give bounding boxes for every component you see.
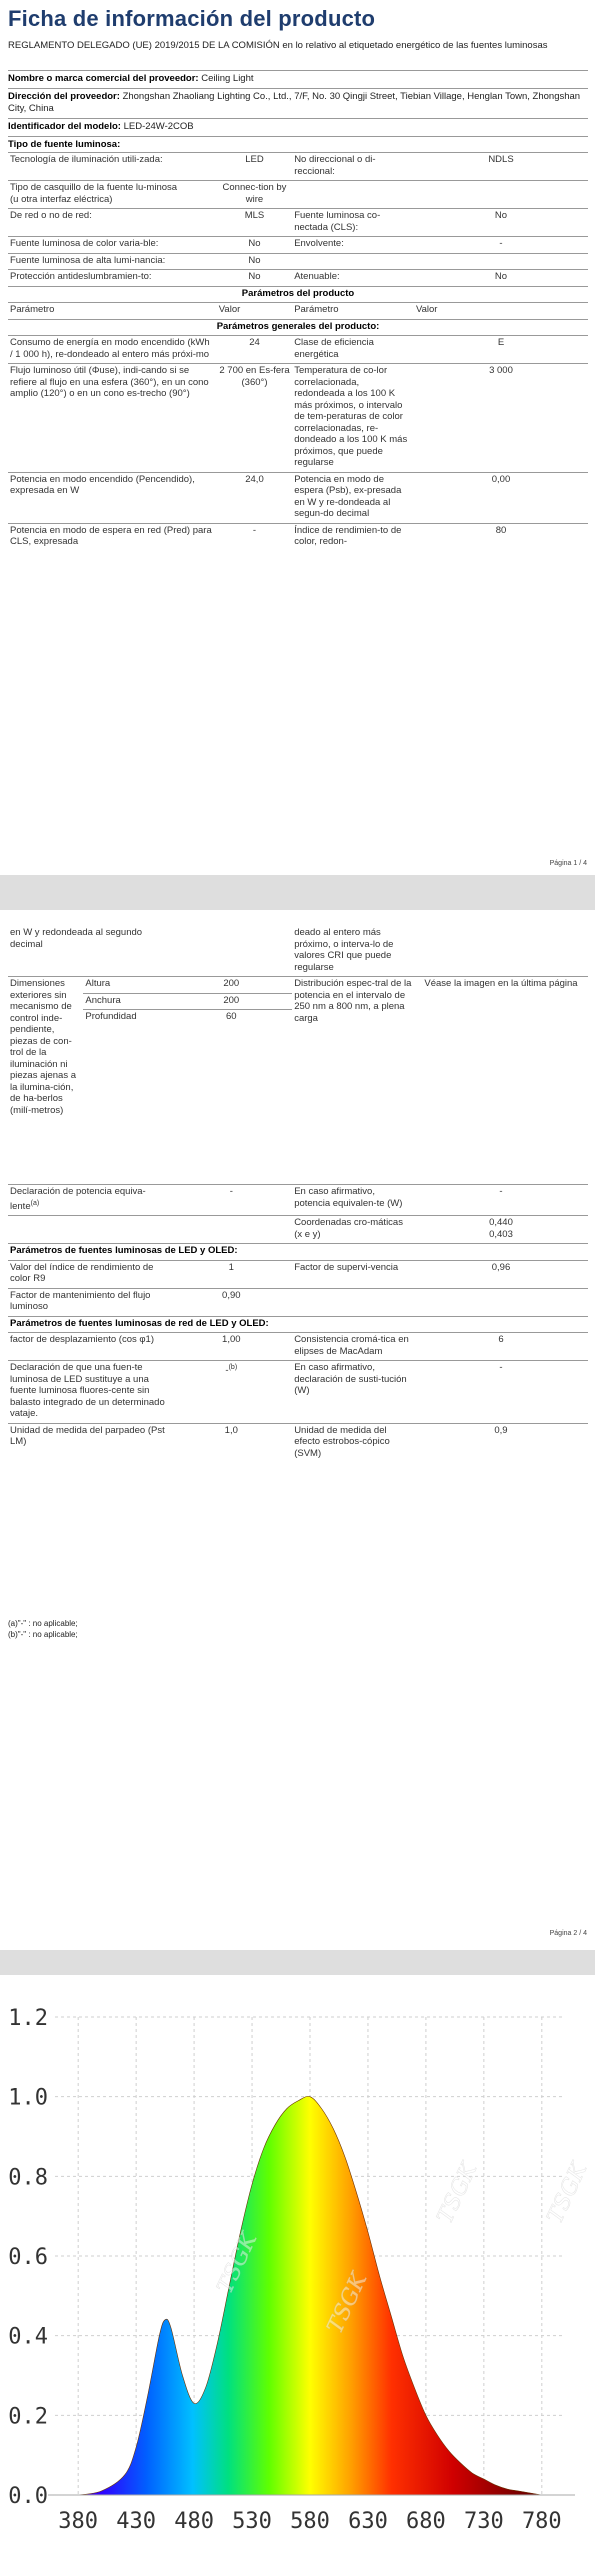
- brand-value: Ceiling Light: [201, 73, 254, 84]
- param-label: deado al entero más próximo, o interva-lo de valores CRI que puede regularse: [294, 927, 394, 973]
- dimension-key: Altura: [83, 977, 170, 994]
- param-value: 0,90: [170, 1288, 292, 1316]
- param-value: No: [414, 209, 588, 237]
- x-tick-label: 580: [290, 2509, 330, 2534]
- param-label: Consumo de energía en modo encendido (kWh / 1 000 h), re-dondeado al entero más próxi-mo: [8, 336, 217, 364]
- table-row: [8, 523, 588, 551]
- param-label: Tipo de casquillo de la fuente lu-minosa (u otra interfaz eléctrica): [8, 181, 217, 209]
- param-value: 1,00: [170, 1333, 292, 1361]
- param-label: [292, 253, 414, 270]
- param-label: Consistencia cromá-tica en elipses de MacAdam: [292, 1333, 414, 1361]
- table-row: [8, 1361, 588, 1424]
- param-label: Atenuable:: [292, 270, 414, 287]
- y-tick-label: 1.2: [8, 2006, 48, 2031]
- param-value: 0,9: [414, 1423, 588, 1462]
- param-label: Factor de supervi-vencia: [292, 1260, 414, 1288]
- param-value: MLS: [217, 209, 292, 237]
- param-value: [414, 181, 588, 209]
- param-label: Potencia en modo de espera (Psb), ex-presada en W y re-dondeada al segun-do decimal: [292, 472, 414, 523]
- param-label: No direccional o di-reccional:: [292, 153, 414, 181]
- model-value: LED-24W-2COB: [123, 121, 194, 132]
- param-value: Véase la imagen en la última página: [414, 977, 588, 1185]
- param-label: Fuente luminosa de color varia-ble:: [8, 237, 217, 254]
- param-label: [292, 1288, 414, 1316]
- param-label: en W y redondeada al segundo decimal: [10, 927, 143, 950]
- section-row: [8, 1316, 588, 1333]
- section-title: Parámetros generales del producto:: [8, 319, 588, 336]
- y-tick-label: 1.0: [8, 2085, 48, 2111]
- table-row: [8, 472, 588, 523]
- table-row: [8, 336, 588, 364]
- column-header: Parámetro: [8, 303, 217, 320]
- address-row: [8, 88, 588, 114]
- dimension-value: 200: [170, 977, 292, 994]
- table-row: [8, 1216, 588, 1244]
- page-number: Página 2 / 4: [549, 1930, 587, 1937]
- spectrum-area: [78, 2096, 542, 2495]
- param-label: Fuente luminosa de alta lumi-nancia:: [8, 253, 217, 270]
- x-tick-label: 480: [174, 2509, 214, 2534]
- param-label: De red o no de red:: [8, 209, 217, 237]
- y-tick-label: 0.2: [8, 2404, 48, 2430]
- type-header: [8, 136, 588, 151]
- param-label: Temperatura de co-lor correlacionada, redondeada a los 100 K más próximos, o intervalo de tem-peraturas de color correlacionadas, re-dondeado a los 100 K más próximos, que puede regularse: [292, 364, 414, 473]
- param-label: [8, 1185, 170, 1216]
- table-row: [8, 181, 588, 209]
- table-row: [8, 1333, 588, 1361]
- param-value: -: [414, 1361, 588, 1424]
- y-axis-ticks: [8, 2006, 48, 2509]
- param-label: En caso afirmativo, potencia equivalen-te (W): [292, 1185, 414, 1216]
- table-row: [8, 1260, 588, 1288]
- param-label: Potencia en modo encendido (Pencendido), expresada en W: [8, 472, 217, 523]
- param-value: No: [217, 253, 292, 270]
- table-row: [8, 977, 588, 994]
- param-value: 24: [217, 336, 292, 364]
- param-label: [292, 181, 414, 209]
- section-title: Parámetros de fuentes luminosas de LED y OLED:: [8, 1244, 588, 1261]
- param-label: Protección antideslumbramien-to:: [8, 270, 217, 287]
- x-axis-ticks: [58, 2509, 561, 2534]
- page-1: [0, 0, 595, 875]
- dimension-key: Anchura: [83, 993, 170, 1010]
- param-value: NDLS: [414, 153, 588, 181]
- table-row: [8, 1423, 588, 1462]
- table-row: [8, 237, 588, 254]
- param-label: Coordenadas cro-máticas (x e y): [292, 1216, 414, 1244]
- dimensions-label: Dimensiones exteriores sin mecanismo de control inde-pendiente, piezas de con-trol de la iluminación ni piezas ajenas a la ilumina-ción, de ha-berlos (milí-metros): [8, 977, 83, 1185]
- footnote: (b)"-" : no aplicable;: [8, 1630, 78, 1639]
- table-row: [8, 364, 588, 473]
- table-row: [8, 926, 588, 977]
- column-header: Valor: [217, 303, 292, 320]
- param-value: [170, 1361, 292, 1424]
- param-value-text: -: [225, 1365, 229, 1377]
- x-tick-label: 780: [521, 2509, 562, 2534]
- type-label: Tipo de fuente luminosa:: [8, 139, 121, 150]
- param-value: [170, 1216, 292, 1244]
- param-label: Factor de mantenimiento del flujo luminoso: [8, 1288, 170, 1316]
- table-row: [8, 1185, 588, 1216]
- param-value: 2 700 en Es-fera (360°): [217, 364, 292, 473]
- x-tick-label: 380: [58, 2509, 99, 2534]
- page-number: Página 1 / 4: [549, 860, 587, 867]
- address-label: Dirección del proveedor:: [8, 91, 120, 102]
- regulation-text: REGLAMENTO DELEGADO (UE) 2019/2015 DE LA COMISIÓN en lo relativo al etiquetado energético de las fuentes luminosas: [8, 40, 548, 51]
- column-header: Parámetro: [292, 303, 414, 320]
- table-row: [8, 1288, 588, 1316]
- table-row: [8, 270, 588, 287]
- model-row: [8, 118, 588, 133]
- param-label: Envolvente:: [292, 237, 414, 254]
- product-parameters-table-continued: [8, 926, 588, 1462]
- param-value: E: [414, 336, 588, 364]
- param-label: Fuente luminosa co-nectada (CLS):: [292, 209, 414, 237]
- x-tick-label: 530: [232, 2509, 272, 2534]
- param-value: -: [414, 237, 588, 254]
- address-value: Zhongshan Zhaoliang Lighting Co., Ltd., 7/F, No. 30 Qingji Street, Tiebian Village, Henglan Town, Zhongshan City, China: [8, 91, 581, 114]
- section-row: [8, 1244, 588, 1261]
- brand-label: Nombre o marca comercial del proveedor:: [8, 73, 199, 84]
- param-label: Flujo luminoso útil (Φuse), indi-cando si se refiere al flujo en una esfera (360°), en un cono amplio (120°) o en un cono es-trecho (90°): [8, 364, 217, 473]
- param-value: [414, 926, 588, 977]
- page-3-spectrum: [0, 1975, 595, 2560]
- param-label-text: Declaración de potencia equiva-lente: [10, 1186, 146, 1212]
- watermark-text: TSGK: [542, 2159, 593, 2228]
- param-label: Índice de rendimien-to de color, redon-: [292, 523, 414, 551]
- dimension-key: Profundidad: [83, 1010, 170, 1185]
- y-tick-label: 0.4: [8, 2324, 48, 2350]
- x-tick-label: 430: [116, 2509, 157, 2534]
- watermark-text: TSGK: [322, 2269, 373, 2338]
- param-value: [414, 1288, 588, 1316]
- footnote-marker: (a): [30, 1199, 40, 1207]
- param-value: 1,0: [170, 1423, 292, 1462]
- param-label: Tecnología de iluminación utili-zada:: [8, 153, 217, 181]
- param-value: 3 000: [414, 364, 588, 473]
- watermark-text: TSGK: [432, 2159, 483, 2228]
- page-2: [0, 910, 595, 1950]
- light-source-type-table: [8, 152, 588, 551]
- param-value: [414, 253, 588, 270]
- spectral-distribution-chart: [0, 1975, 595, 2560]
- param-label: factor de desplazamiento (cos φ1): [8, 1333, 170, 1361]
- brand-row: [8, 70, 588, 85]
- param-label: Unidad de medida del efecto estrobos-cópico (SVM): [292, 1423, 414, 1462]
- param-value: LED: [217, 153, 292, 181]
- footnote: (a)"-" : no aplicable;: [8, 1619, 78, 1628]
- watermark-text: TSGK: [212, 2229, 263, 2298]
- x-tick-label: 730: [463, 2509, 504, 2534]
- y-tick-label: 0.8: [8, 2165, 48, 2191]
- x-tick-label: 630: [348, 2509, 388, 2534]
- table-row: [8, 153, 588, 181]
- footnote-marker: (b): [228, 1364, 238, 1372]
- table-row: [8, 209, 588, 237]
- param-label: Clase de eficiencia energética: [292, 336, 414, 364]
- dimension-value: 200: [170, 993, 292, 1010]
- param-value: 24,0: [217, 472, 292, 523]
- column-header: Valor: [414, 303, 588, 320]
- param-label: Distribución espec-tral de la potencia en el intervalo de 250 nm a 800 nm, a plena carga: [292, 977, 414, 1185]
- param-value: [170, 926, 292, 977]
- param-label: [8, 1216, 170, 1244]
- x-tick-label: 680: [406, 2509, 446, 2534]
- param-value: No: [414, 270, 588, 287]
- param-value: Connec-tion by wire: [217, 181, 292, 209]
- section-row: [8, 286, 588, 303]
- section-title: Parámetros del producto: [8, 286, 588, 303]
- section-row: [8, 319, 588, 336]
- param-value: 0,96: [414, 1260, 588, 1288]
- param-label: Declaración de que una fuen-te luminosa de LED sustituye a una fuente luminosa fluores-cente sin balasto integrado de un determinado vataje.: [8, 1361, 170, 1424]
- param-value: -: [217, 523, 292, 551]
- param-value: 1: [170, 1260, 292, 1288]
- model-label: Identificador del modelo:: [8, 121, 121, 132]
- param-label: Valor del índice de rendimiento de color R9: [8, 1260, 170, 1288]
- param-value: 0,00: [414, 472, 588, 523]
- header-row: [8, 303, 588, 320]
- param-label: Potencia en modo de espera en red (Pred) para CLS, expresada: [8, 523, 217, 551]
- param-value: 0,440 0,403: [414, 1216, 588, 1244]
- section-title: Parámetros de fuentes luminosas de red de LED y OLED:: [8, 1316, 588, 1333]
- table-row: [8, 253, 588, 270]
- y-tick-label: 0.6: [8, 2245, 48, 2270]
- y-tick-label: 0.0: [8, 2484, 48, 2509]
- param-label: En caso afirmativo, declaración de susti-tución (W): [292, 1361, 414, 1424]
- dimension-value: 60: [170, 1010, 292, 1185]
- param-label: Unidad de medida del parpadeo (Pst LM): [8, 1423, 170, 1462]
- param-value: -: [170, 1185, 292, 1216]
- param-value: 6: [414, 1333, 588, 1361]
- param-value: No: [217, 237, 292, 254]
- param-value: 80: [414, 523, 588, 551]
- param-value: -: [414, 1185, 588, 1216]
- footnotes: [8, 1618, 78, 1640]
- page-title: Ficha de información del producto: [8, 6, 376, 31]
- param-value: No: [217, 270, 292, 287]
